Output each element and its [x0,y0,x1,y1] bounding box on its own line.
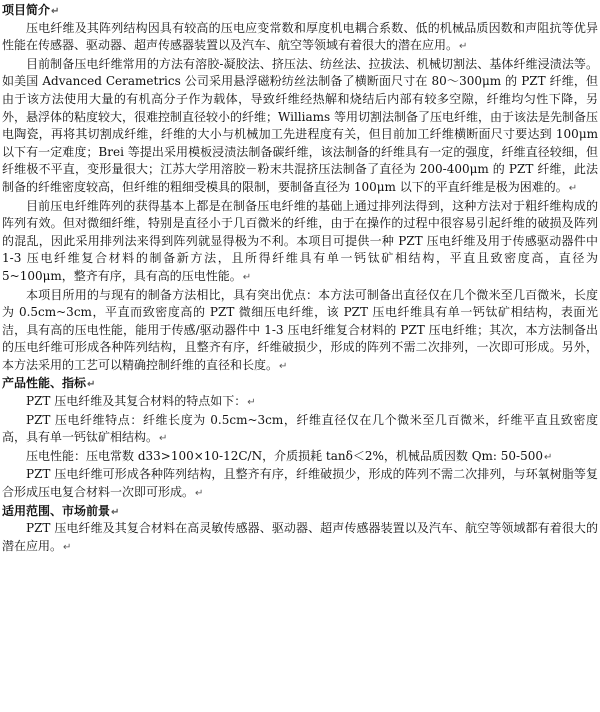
paragraph-mark-icon: ↵ [279,360,288,372]
paragraph-mark-icon: ↵ [544,451,553,463]
paragraph-mark-icon: ↵ [459,41,468,53]
paragraph-mark-icon: ↵ [195,488,204,500]
intro-paragraph-2: 目前制备压电纤维常用的方法有溶胶-凝胶法、挤压法、纺丝法、拉拔法、机械切割法、基体纤维浸渍法等。如美国 Advanced Cerametrics 公司采用悬浮磁粉纺丝法制备了横断面尺寸在 80～300μm 的 PZT 纤维，但由于该方法使用大量的有机高分子作为载体，导致纤维经热解和烧结后内部有较多空隙，纤维均匀性下降，另外，悬浮体的粘度较大，很难控制直径较小的纤维；Williams 等用切割法制备了压电纤维，由于该法是先制备压电陶瓷，再将其切割成纤维，纤维的大小与机械加工先进程度有关，但目前加工纤维横断面尺寸要达到 100μm 以下有一定难度；Brei 等提出采用模板浸渍法制备碳纤维，该法制备的纤维具有一定的强度，纤维直径较细，但纤维极不平直，变形量很大；江苏大学用溶胶－粉末共混挤压法制备了直径为 200-400μm 的 PZT 纤维，此法制备的纤维密度较高，但纤维的粗细受模具的限制，要制备直径为 100μm 以下的平直纤维是极为困难的。↵ [2,56,598,194]
performance-paragraph-2: 压电性能：压电常数 d33>100×10-12C/N，介质损耗 tanδ＜2%，机械品质因数 Qm: 50-500↵ [26,448,553,463]
intro-paragraph-3: 目前压电纤维阵列的获得基本上都是在制备压电纤维的基础上通过排列法得到，这种方法对于粗纤维构成的阵列有效。但对微细纤维，特别是直径小于几百微米的纤维，由于在操作的过程中很容易引起纤维的破损及阵列的混乱，因此采用排列法来得到阵列就显得极为不利。本项目可提供一种 PZT 压电纤维及用于传感驱动器件中 1-3 压电纤维复合材料的制备新方法，且所得纤维具有单一钙钛矿相结构，平直且致密度高，直径为 5~100μm，整齐有序，具有高的压电性能。↵ [2,198,598,283]
paragraph-mark-icon: ↵ [63,541,72,553]
application-paragraph-1: PZT 压电纤维及其复合材料在高灵敏传感器、驱动器、超声传感器装置以及汽车、航空等领域都有着很大的潜在应用。↵ [2,521,598,553]
intro-paragraph-4: 本项目所用的与现有的制备方法相比，具有突出优点：本方法可制备出直径仅在几个微米至几百微米，长度为 0.5cm~3cm，平直而致密度高的 PZT 微细压电纤维，该 PZT 压电纤维具有单一钙钛矿相结构，表面光洁，具有高的压电性能，能用于传感/驱动器件中 1-3 压电纤维复合材料的 PZT 压电纤维；其次，本方法制备出的压电纤维可形成各种阵列结构，且整齐有序，纤维破损少，形成的阵列不需二次排列，一次即可形成。另外，本方法采用的工艺可以精确控制纤维的直径和长度。↵ [2,287,598,372]
intro-paragraph-1: 压电纤维及其阵列结构因具有较高的压电应变常数和厚度机电耦合系数、低的机械品质因数和声阻抗等优异性能在传感器、驱动器、超声传感器装置以及汽车、航空等领域有着很大的潜在应用。↵ [2,20,598,53]
performance-lead: PZT 压电纤维及其复合材料的特点如下：↵ [26,394,256,409]
paragraph-mark-icon: ↵ [568,182,578,194]
section-heading-performance: 产品性能、指标↵ [2,376,96,391]
section-heading-application: 适用范围、市场前景↵ [2,503,120,518]
performance-paragraph-1: PZT 压电纤维特点：纤维长度为 0.5cm~3cm，纤维直径仅在几个微米至几百微米，纤维平直且致密度高，具有单一钙钛矿相结构。↵ [2,412,598,445]
paragraph-mark-icon: ↵ [51,6,60,17]
performance-paragraph-3: PZT 压电纤维可形成各种阵列结构，且整齐有序，纤维破损少，形成的阵列不需二次排列，与环氧树脂等复合形成压电复合材料一次即可形成。↵ [2,467,598,500]
paragraph-mark-icon: ↵ [111,506,120,518]
paragraph-mark-icon: ↵ [87,379,96,391]
paragraph-mark-icon: ↵ [159,433,168,445]
section-heading-intro: 项目简介↵ [2,3,60,17]
paragraph-mark-icon: ↵ [247,397,256,409]
paragraph-mark-icon: ↵ [242,271,252,283]
